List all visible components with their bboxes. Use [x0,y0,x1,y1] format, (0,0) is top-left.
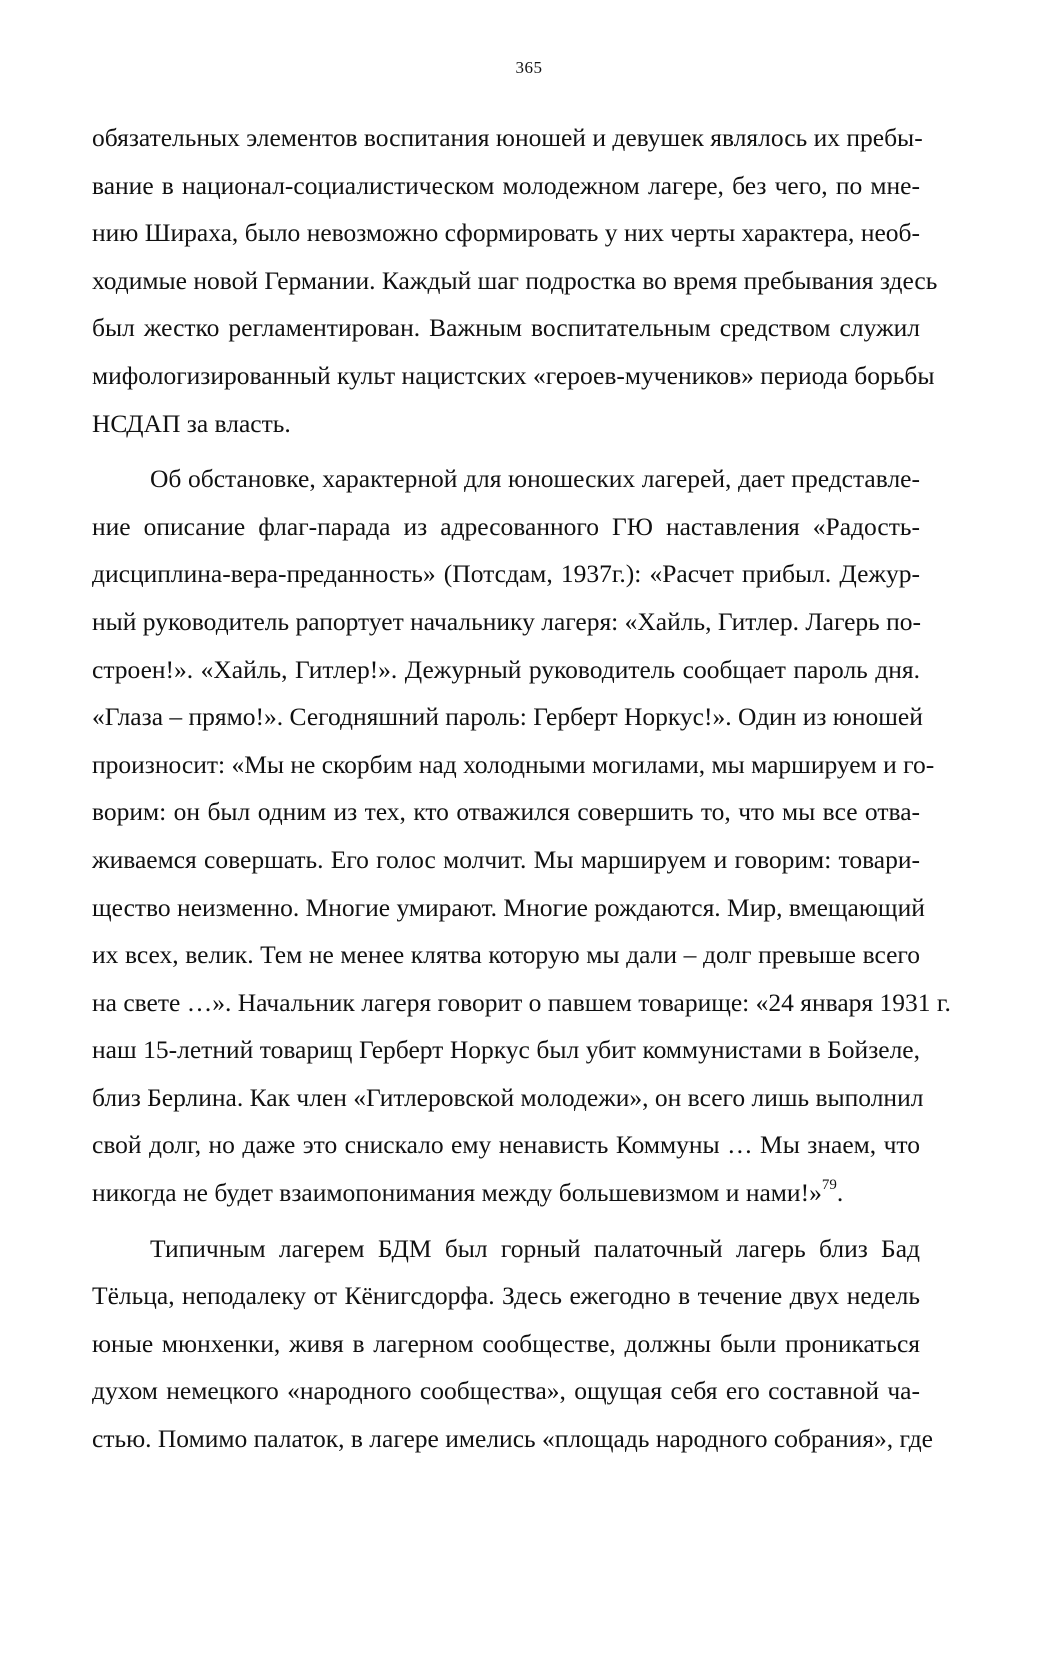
page-body [92,114,951,1463]
text-line: мифологизированный культ нацистских «героев-мучеников» периода борьбы [92,360,935,390]
text-line: Типичным лагерем БДМ был горный палаточный лагерь близ Бад [150,1233,920,1263]
text-line: щество неизменно. Многие умирают. Многие рождаются. Мир, вмещающий [92,892,925,922]
text-line: никогда не будет взаимопонимания между большевизмом и нами!» [92,1178,822,1208]
page-number: 365 [515,58,543,77]
text-line: обязательных элементов воспитания юношей и девушек являлось их пребы- [92,123,923,152]
text-line: близ Берлина. Как член «Гитлеровской молодежи», он всего лишь выполнил [92,1082,924,1112]
text-line: Об обстановке, характерной для юношеских лагерей, дает представле- [150,464,920,494]
text-line: наш 15-летний товарищ Герберт Норкус был убит коммунистами в Бойзеле, [92,1035,920,1065]
text-line: ходимые новой Германии. Каждый шаг подростка во время пребывания здесь [92,265,938,295]
line-ending-punctuation: . [836,1178,844,1208]
text-line: Тёльца, неподалеку от Кёнигсдорфа. Здесь ежегодно в течение двух недель [92,1281,920,1311]
text-line: стью. Помимо палаток, в лагере имелись «площадь народного собрания», где [92,1424,933,1454]
text-line: дисциплина-вера-преданность» (Потсдам, 1937г.): «Расчет прибыл. Дежур- [92,559,920,589]
text-line: ный руководитель рапортует начальнику лагеря: «Хайль, Гитлер. Лагерь по- [92,606,922,636]
text-line: нию Шираха, было невозможно сформировать у них черты характера, необ- [92,218,920,248]
paragraph-3 [92,1225,933,1463]
text-line: на свете …». Начальник лагеря говорит о павшем товарище: «24 января 1931 г. [92,987,951,1017]
text-line: ворим: он был одним из тех, кто отважился совершить то, что мы все отва- [92,797,920,827]
text-line: вание в национал-социалистическом молодежном лагере, без чего, по мне- [92,170,920,200]
text-line: свой долг, но даже это снискало ему ненависть Коммуны … Мы знаем, что [92,1130,920,1160]
text-line: ние описание флаг-парада из адресованного ГЮ наставления «Радость- [92,511,920,541]
text-line: духом немецкого «народного сообщества», ощущая себя его составной ча- [92,1376,920,1406]
text-line: юные мюнхенки, живя в лагерном сообществе, должны были проникаться [92,1328,920,1358]
text-line: был жестко регламентирован. Важным воспитательным средством служил [92,313,920,343]
paragraph-2 [92,455,951,1217]
text-line-with-footnote [92,1169,920,1217]
paragraph-1 [92,114,938,447]
text-line: их всех, велик. Тем не менее клятва которую мы дали – долг превыше всего [92,940,920,970]
text-line: живаемся совершать. Его голос молчит. Мы маршируем и говорим: товари- [92,844,920,874]
footnote-reference[interactable]: 79 [821,1176,837,1193]
text-line: «Глаза – прямо!». Сегодняшний пароль: Герберт Норкус!». Один из юношей [92,702,923,732]
text-line: строен!». «Хайль, Гитлер!». Дежурный руководитель сообщает пароль дня. [92,654,920,684]
text-line: НСДАП за власть. [92,408,291,438]
text-line: произносит: «Мы не скорбим над холодными могилами, мы маршируем и го- [92,749,935,779]
